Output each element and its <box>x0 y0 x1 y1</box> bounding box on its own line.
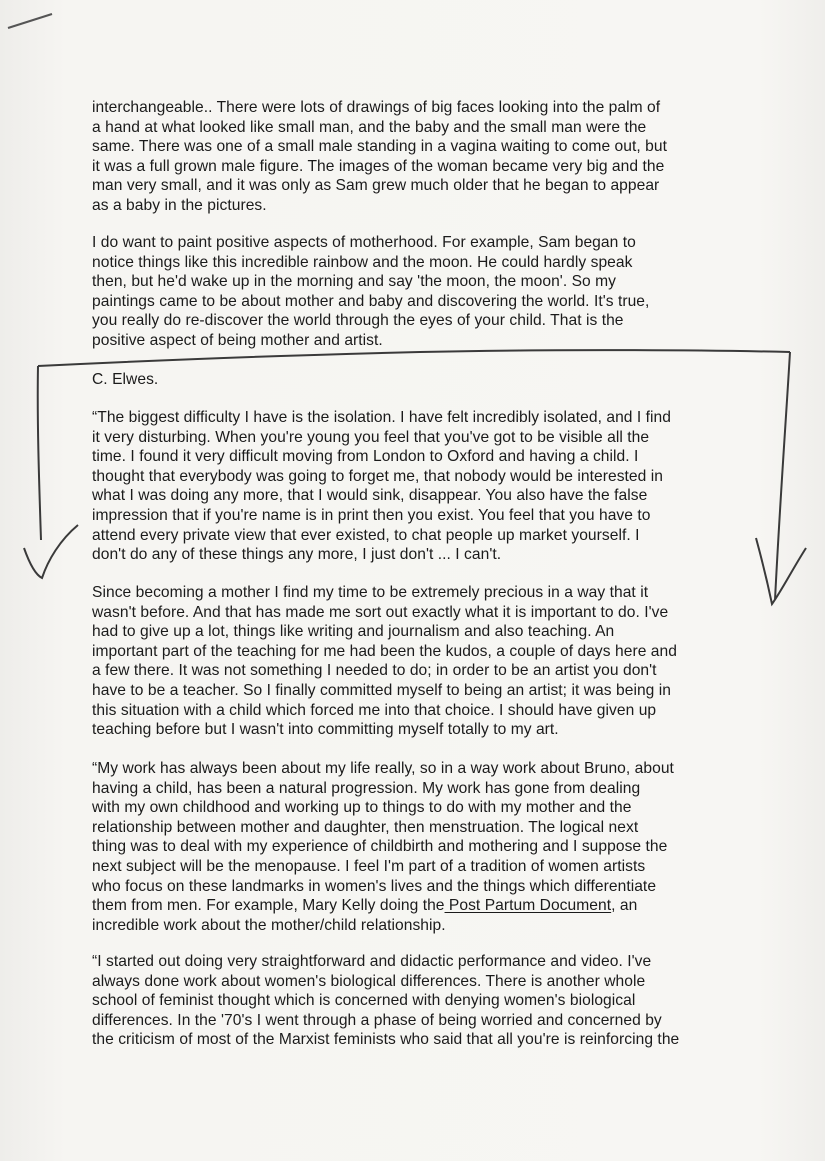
paragraph-4: Since becoming a mother I find my time to be extremely precious in a way that it wasn't before. And that has made me sort out exactly what it is important to do. I've had to give up a lot, things like writing and journalism and also teaching. An important part of the teaching for me had been the kudos, a couple of days here and a few there. It was not something I needed to do; in order to be an artist you don't have to be a teacher. So I finally committed myself to being an artist; it was being in this situation with a child which forced me into that choice. I should have given up teaching before but I wasn't into committing myself totally to my art. <box>92 584 677 739</box>
paragraph-2: I do want to paint positive aspects of motherhood. For example, Sam began to notice things like this incredible rainbow and the moon. He could hardly speak then, but he'd wake up in the morning and say 'the moon, the moon'. So my paintings came to be about mother and baby and discovering the world. It's true, you really do re-discover the world through the eyes of your child. That is the positive aspect of being mother and artist. <box>92 234 650 349</box>
paragraph-6: “I started out doing very straightforward and didactic performance and video. I've always done work about women's biological differences. There is another whole school of feminist thought which is concerned with denying women's biological differences. In the '70's I went through a phase of being worried and concerned by the criticism of most of the Marxist feminists who said that all you're is reinforcing the <box>92 953 680 1049</box>
paragraph-5-text: “My work has always been about my life really, so in a way work about Bruno, about having a child, has been a natural progression. My work has gone from dealing with my own childhood and working up to things to do with my mother and the relationship between mother and daughter, then menstruation. The logical next thing was to deal with my experience of childbirth and mothering and I suppose the next subject will be the menopause. I feel I'm part of a tradition of women artists who focus on these landmarks in women's lives and the things which differentiate them from men. For example, Mary Kelly doing the <box>92 760 674 915</box>
paragraph-5 <box>92 759 732 935</box>
paragraph-5-tail: , an incredible work about the mother/child relationship. <box>92 897 638 934</box>
post-partum-document-title: Post Partum Document <box>444 897 612 915</box>
left-arrow-head <box>24 525 78 578</box>
author-heading: C. Elwes. <box>92 371 159 388</box>
paragraph-1: interchangeable.. There were lots of drawings of big faces looking into the palm of a hand at what looked like small man, and the baby and the small man were the same. There was one of a small male standing in a vagina waiting to come out, but it was a full grown male figure. The images of the woman became very big and the man very small, and it was only as Sam grew much older that he began to appear as a baby in the pictures. <box>92 99 667 214</box>
staple-mark <box>8 14 52 28</box>
bracket-line-top <box>38 350 790 366</box>
paragraph-3: “The biggest difficulty I have is the isolation. I have felt incredibly isolated, and I find it very disturbing. When you're young you feel that you've got to be visible all the time. I found it very difficult moving from London to Oxford and having a child. I thought that everybody was going to forget me, that nobody would be interested in what I was doing any more, that I would sink, disappear. You also have the false impression that if you're name is in print then you exist. You feel that you have to attend every private view that ever existed, to chat people up market yourself. I don't do any of these things any more, I just don't ... I can't. <box>92 409 672 564</box>
right-arrow-head <box>756 538 806 604</box>
bracket-line-right <box>775 352 790 600</box>
bracket-line-left <box>38 366 41 540</box>
